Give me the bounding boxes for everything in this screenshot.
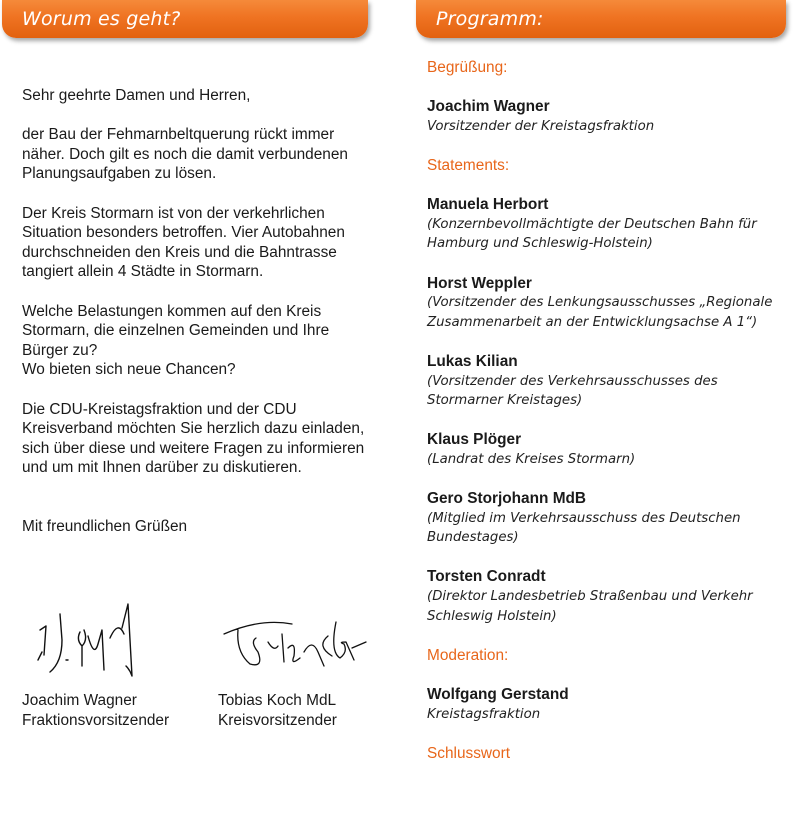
section-heading: Moderation:	[427, 646, 509, 664]
speaker-role: (Vorsitzender des Lenkungsausschusses „Regionale Zusammenarbeit an der Entwicklungsachse A 1“)	[427, 295, 773, 330]
programm-header-bar	[416, 0, 786, 38]
speaker	[427, 685, 797, 724]
speaker-role: Vorsitzender der Kreistagsfraktion	[427, 118, 655, 134]
speaker	[427, 430, 797, 469]
speaker-role: (Landrat des Kreises Stormarn)	[427, 451, 636, 467]
signer-name: Tobias Koch MdL	[218, 692, 337, 709]
letter-paragraph: Die CDU-Kreistagsfraktion und der CDU Kreisverband möchten Sie herzlich dazu einladen, sich über diese und weitere Fragen zu informieren und um mit Ihnen darüber zu diskutieren.	[22, 400, 365, 477]
speaker	[427, 195, 797, 254]
speaker	[427, 352, 797, 411]
speaker-name: Horst Weppler	[427, 274, 532, 292]
speaker	[427, 567, 797, 626]
speaker-role: (Direktor Landesbetrieb Straßenbau und Verkehr Schleswig Holstein)	[427, 589, 753, 624]
speaker	[427, 274, 797, 333]
signer-koch	[218, 691, 337, 730]
speaker	[427, 97, 797, 136]
closing: Mit freundlichen Grüßen	[22, 517, 188, 535]
speaker-name: Joachim Wagner	[427, 98, 550, 116]
speaker-role: Kreistagsfraktion	[427, 706, 541, 722]
invitation-letter	[22, 86, 377, 556]
speaker-name: Klaus Plöger	[427, 431, 522, 449]
salutation: Sehr geehrte Damen und Herren,	[22, 87, 251, 104]
section-heading: Statements:	[427, 156, 510, 174]
signature-koch	[220, 612, 370, 674]
speaker-name: Manuela Herbort	[427, 196, 549, 214]
letter-paragraph: der Bau der Fehmarnbeltquerung rückt immer näher. Doch gilt es noch die damit verbundenen Planungsaufgaben zu lösen.	[22, 126, 348, 183]
speaker-name: Gero Storjohann MdB	[427, 490, 587, 508]
program-list	[427, 58, 797, 783]
speaker-name: Lukas Kilian	[427, 352, 518, 370]
speaker-name: Torsten Conradt	[427, 568, 546, 586]
worum-header-bar	[2, 0, 368, 38]
section-heading: Begrüßung:	[427, 59, 508, 76]
signer-title: Kreisvorsitzender	[218, 711, 337, 729]
speaker-role: (Konzernbevollmächtigte der Deutschen Bahn für Hamburg und Schleswig-Holstein)	[427, 216, 757, 252]
programm-header-title: Programm:	[436, 8, 544, 30]
signer-wagner	[22, 691, 169, 730]
speaker	[427, 489, 797, 548]
speaker-role: (Mitglied im Verkehrsausschuss des Deutschen Bundestages)	[427, 510, 741, 546]
worum-header-title: Worum es geht?	[22, 8, 181, 30]
letter-paragraph: Der Kreis Stormarn ist von der verkehrlichen Situation besonders betroffen. Vier Autobahnen durchschneiden den Kreis und die Bahntrasse tangiert allein 4 Städte in Stormarn.	[22, 204, 345, 281]
speaker-role: (Vorsitzender des Verkehrsausschusses des Stormarner Kreistages)	[427, 373, 718, 409]
signer-title: Fraktionsvorsitzender	[22, 711, 170, 729]
signature-wagner	[32, 600, 142, 680]
letter-paragraph: Wo bieten sich neue Chancen?	[22, 361, 236, 379]
letter-paragraph: Welche Belastungen kommen auf den Kreis Stormarn, die einzelnen Gemeinden und Ihre Bürger zu?	[22, 302, 330, 359]
signer-name: Joachim Wagner	[22, 692, 137, 709]
speaker-name: Wolfgang Gerstand	[427, 686, 569, 703]
section-heading: Schlusswort	[427, 744, 510, 762]
